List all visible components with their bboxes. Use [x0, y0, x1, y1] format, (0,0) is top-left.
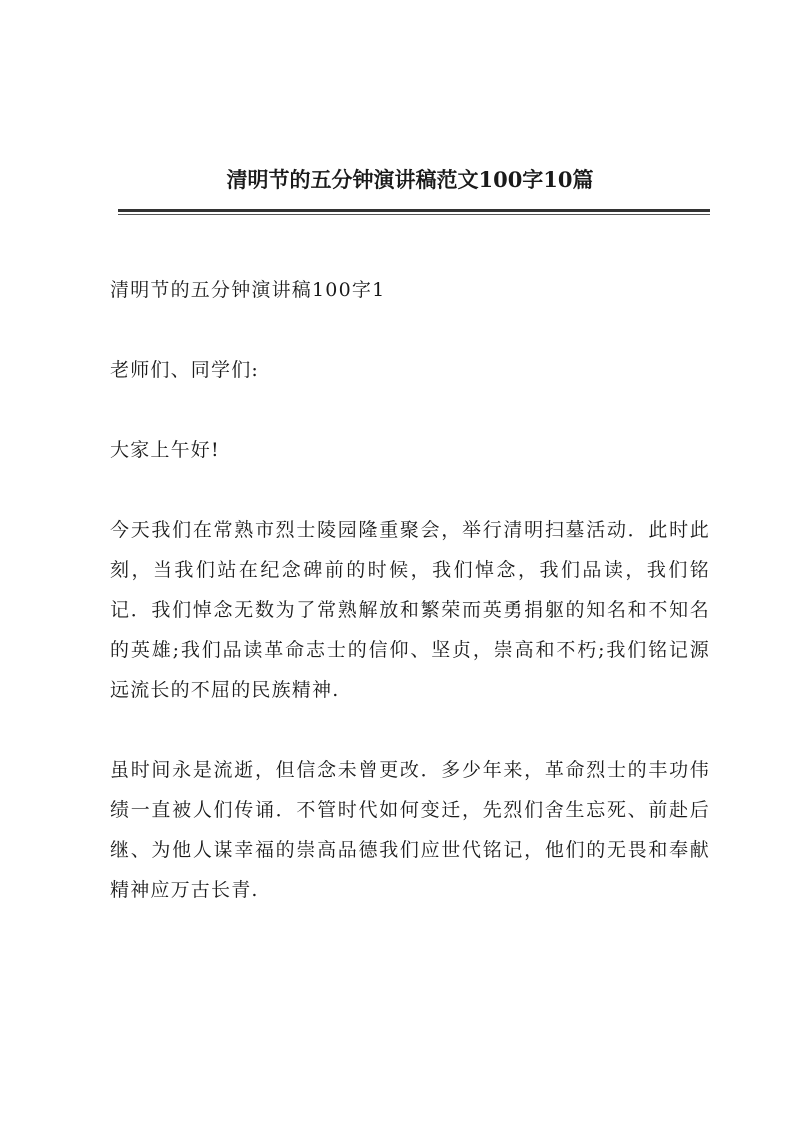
- title-divider-thin: [118, 214, 710, 215]
- body-paragraph: 虽时间永是流逝，但信念未曾更改．多少年来，革命烈士的丰功伟绩一直被人们传诵．不管时代如何变迁，先烈们舍生忘死、前赴后继、为他人谋幸福的崇高品德我们应世代铭记，他们的无畏和奉献精神应万古长青.: [110, 759, 710, 901]
- title-divider: [118, 209, 710, 212]
- section-heading: 清明节的五分钟演讲稿100字1: [110, 279, 386, 301]
- greeting: 大家上午好!: [110, 439, 220, 461]
- body-paragraph: 今天我们在常熟市烈士陵园隆重聚会，举行清明扫墓活动．此时此刻，当我们站在纪念碑前的时候，我们悼念，我们品读，我们铭记．我们悼念无数为了常熟解放和繁荣而英勇捐躯的知名和不知名的英雄;我们品读革命志士的信仰、坚贞，崇高和不朽;我们铭记源远流长的不屈的民族精神.: [110, 519, 710, 701]
- document-title: 清明节的五分钟演讲稿范文100字10篇: [226, 167, 594, 192]
- document-body: [110, 270, 710, 950]
- salutation: 老师们、同学们:: [110, 359, 260, 381]
